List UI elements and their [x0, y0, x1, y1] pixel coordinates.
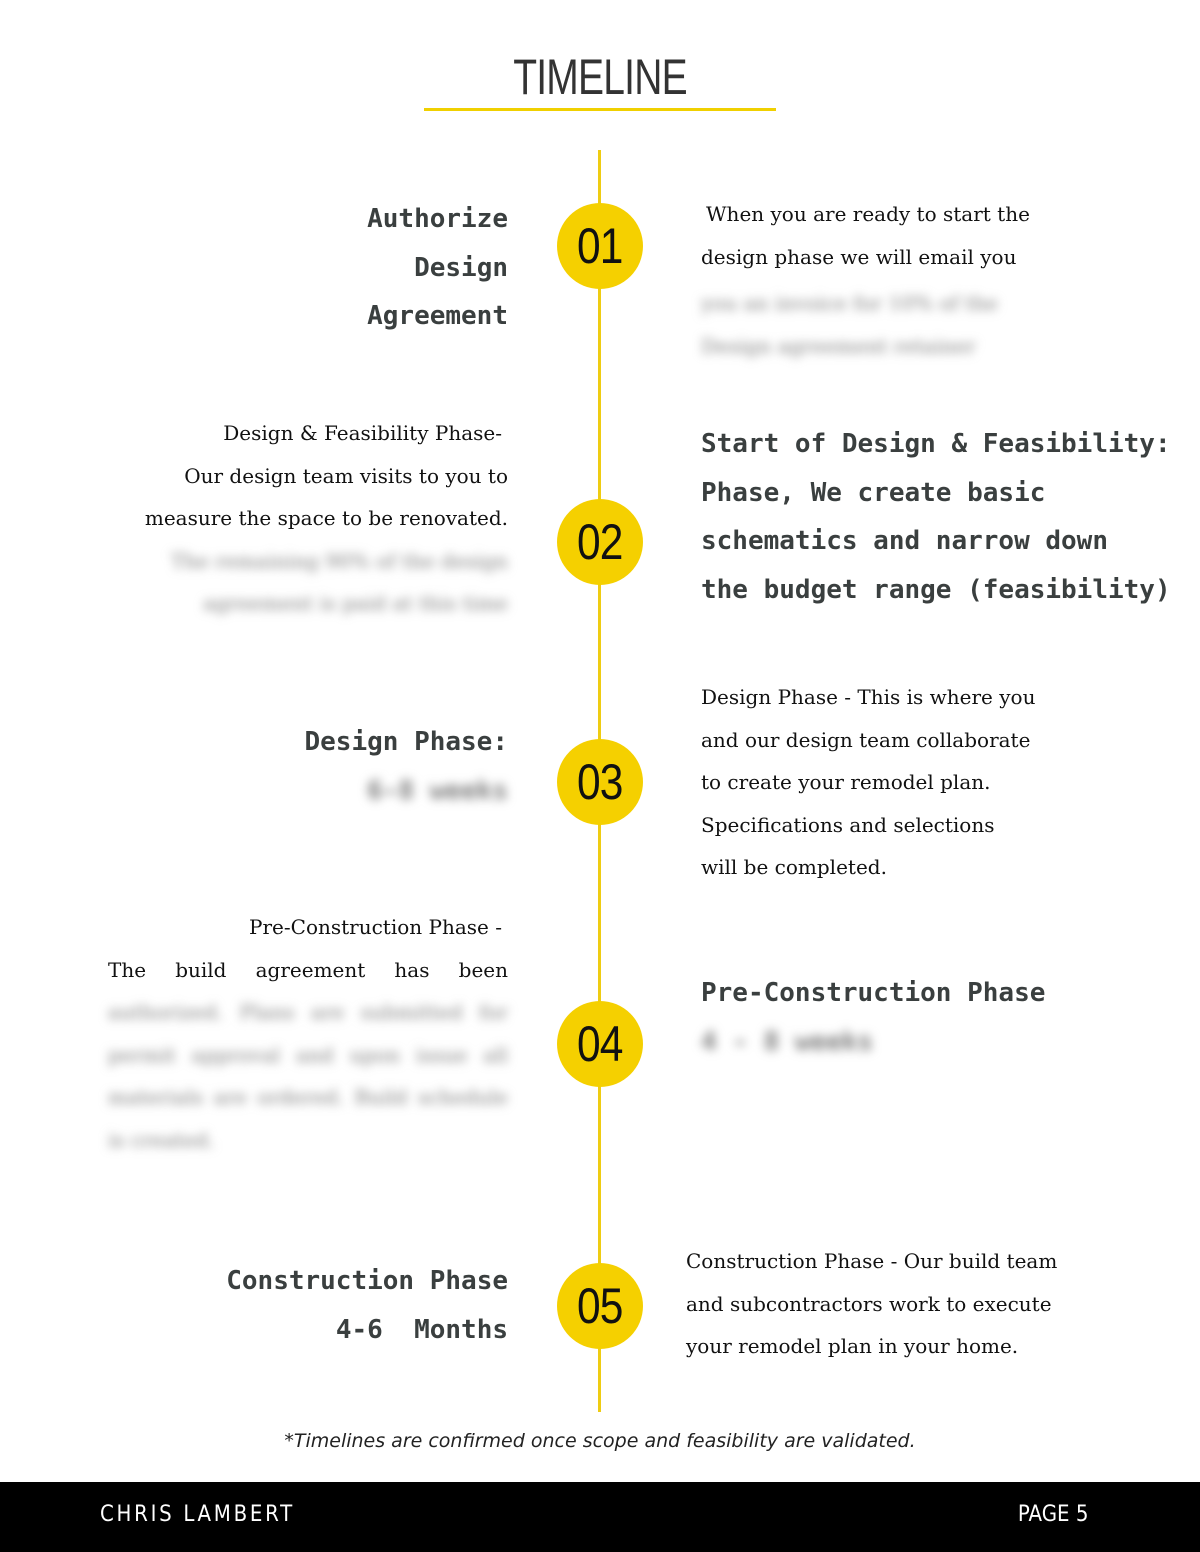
step-2-left-text: [145, 412, 508, 625]
heading-line: the budget range (feasibility): [701, 574, 1171, 605]
text-line: Specifications and selections: [701, 812, 995, 837]
title-underline: [424, 108, 776, 111]
blurred-text-line: you an invoice for 10% of the: [701, 291, 998, 316]
heading-line: Construction Phase: [226, 1266, 508, 1296]
step-number-badge: [557, 499, 643, 585]
text-line: and subcontractors work to execute: [686, 1291, 1052, 1316]
heading-line: 4-6 Months: [335, 1314, 508, 1345]
step-3-left-heading: [305, 718, 509, 815]
blurred-text-line: agreement is paid at this time: [203, 591, 508, 616]
step-number: 01: [577, 218, 623, 274]
text-line: When you are ready to start the: [706, 202, 1030, 226]
step-1-left-heading: [367, 195, 508, 341]
footer-author-name: CHRIS LAMBERT: [100, 1502, 295, 1527]
blurred-text-line: Design agreement retainer: [701, 333, 976, 358]
step-4-right-heading: [701, 969, 1045, 1066]
heading-line: Design: [414, 252, 508, 283]
heading-line: Start of Design & Feasibility:: [701, 429, 1171, 459]
heading-line: Agreement: [367, 301, 508, 331]
page-footer: [0, 1482, 1200, 1552]
text-line: The build agreement has been: [108, 957, 508, 982]
step-1-right-text: [701, 193, 1030, 367]
blurred-text-line: is created.: [108, 1127, 215, 1152]
footer-page-number: PAGE 5: [1017, 1502, 1088, 1527]
step-4-left-text: [108, 906, 508, 1162]
step-5-left-heading: [226, 1257, 508, 1354]
page-title: TIMELINE: [513, 49, 687, 105]
blurred-text-line: permit approval and upon issue all: [108, 1042, 508, 1067]
text-line: Construction Phase - Our build team: [686, 1249, 1058, 1273]
heading-line: Pre-Construction Phase: [701, 978, 1046, 1008]
footnote: *Timelines are confirmed once scope and feasibility are validated.: [284, 1430, 916, 1452]
heading-line: schematics and narrow down: [701, 526, 1108, 556]
step-3-right-text: [701, 676, 1035, 889]
step-number-badge: [557, 1263, 643, 1349]
step-5-right-text: [686, 1240, 1057, 1368]
text-line: to create your remodel plan.: [701, 770, 991, 795]
blurred-text-line: authorized. Plans are submitted for: [108, 1000, 508, 1025]
step-number-badge: [557, 1001, 643, 1087]
blurred-text-line: materials are ordered. Build schedule: [108, 1085, 508, 1110]
heading-line: Authorize: [367, 204, 508, 234]
step-number: 03: [577, 754, 623, 810]
text-line: and our design team collaborate: [701, 727, 1031, 752]
step-number-badge: [557, 203, 643, 289]
text-line: Our design team visits to you to: [184, 463, 508, 488]
heading-line: Phase, We create basic: [701, 477, 1046, 508]
step-2-right-heading: [701, 420, 1171, 614]
step-number-badge: [557, 739, 643, 825]
text-line: Design & Feasibility Phase-: [223, 421, 502, 445]
blurred-heading-line: 4 - 8 weeks: [701, 1026, 874, 1057]
blurred-heading-line: 6-8 weeks: [367, 775, 508, 806]
step-number: 02: [577, 514, 623, 570]
text-line: will be completed.: [701, 855, 887, 880]
text-line: measure the space to be renovated.: [144, 506, 508, 531]
step-number: 05: [577, 1278, 623, 1334]
heading-line: Design Phase:: [304, 727, 508, 757]
blurred-text-line: The remaining 90% of the design: [170, 548, 508, 573]
step-number: 04: [577, 1016, 623, 1072]
text-line: Pre-Construction Phase -: [249, 915, 502, 939]
text-line: your remodel plan in your home.: [686, 1334, 1019, 1359]
text-line: design phase we will email you: [701, 244, 1017, 269]
text-line: Design Phase - This is where you: [701, 685, 1036, 709]
